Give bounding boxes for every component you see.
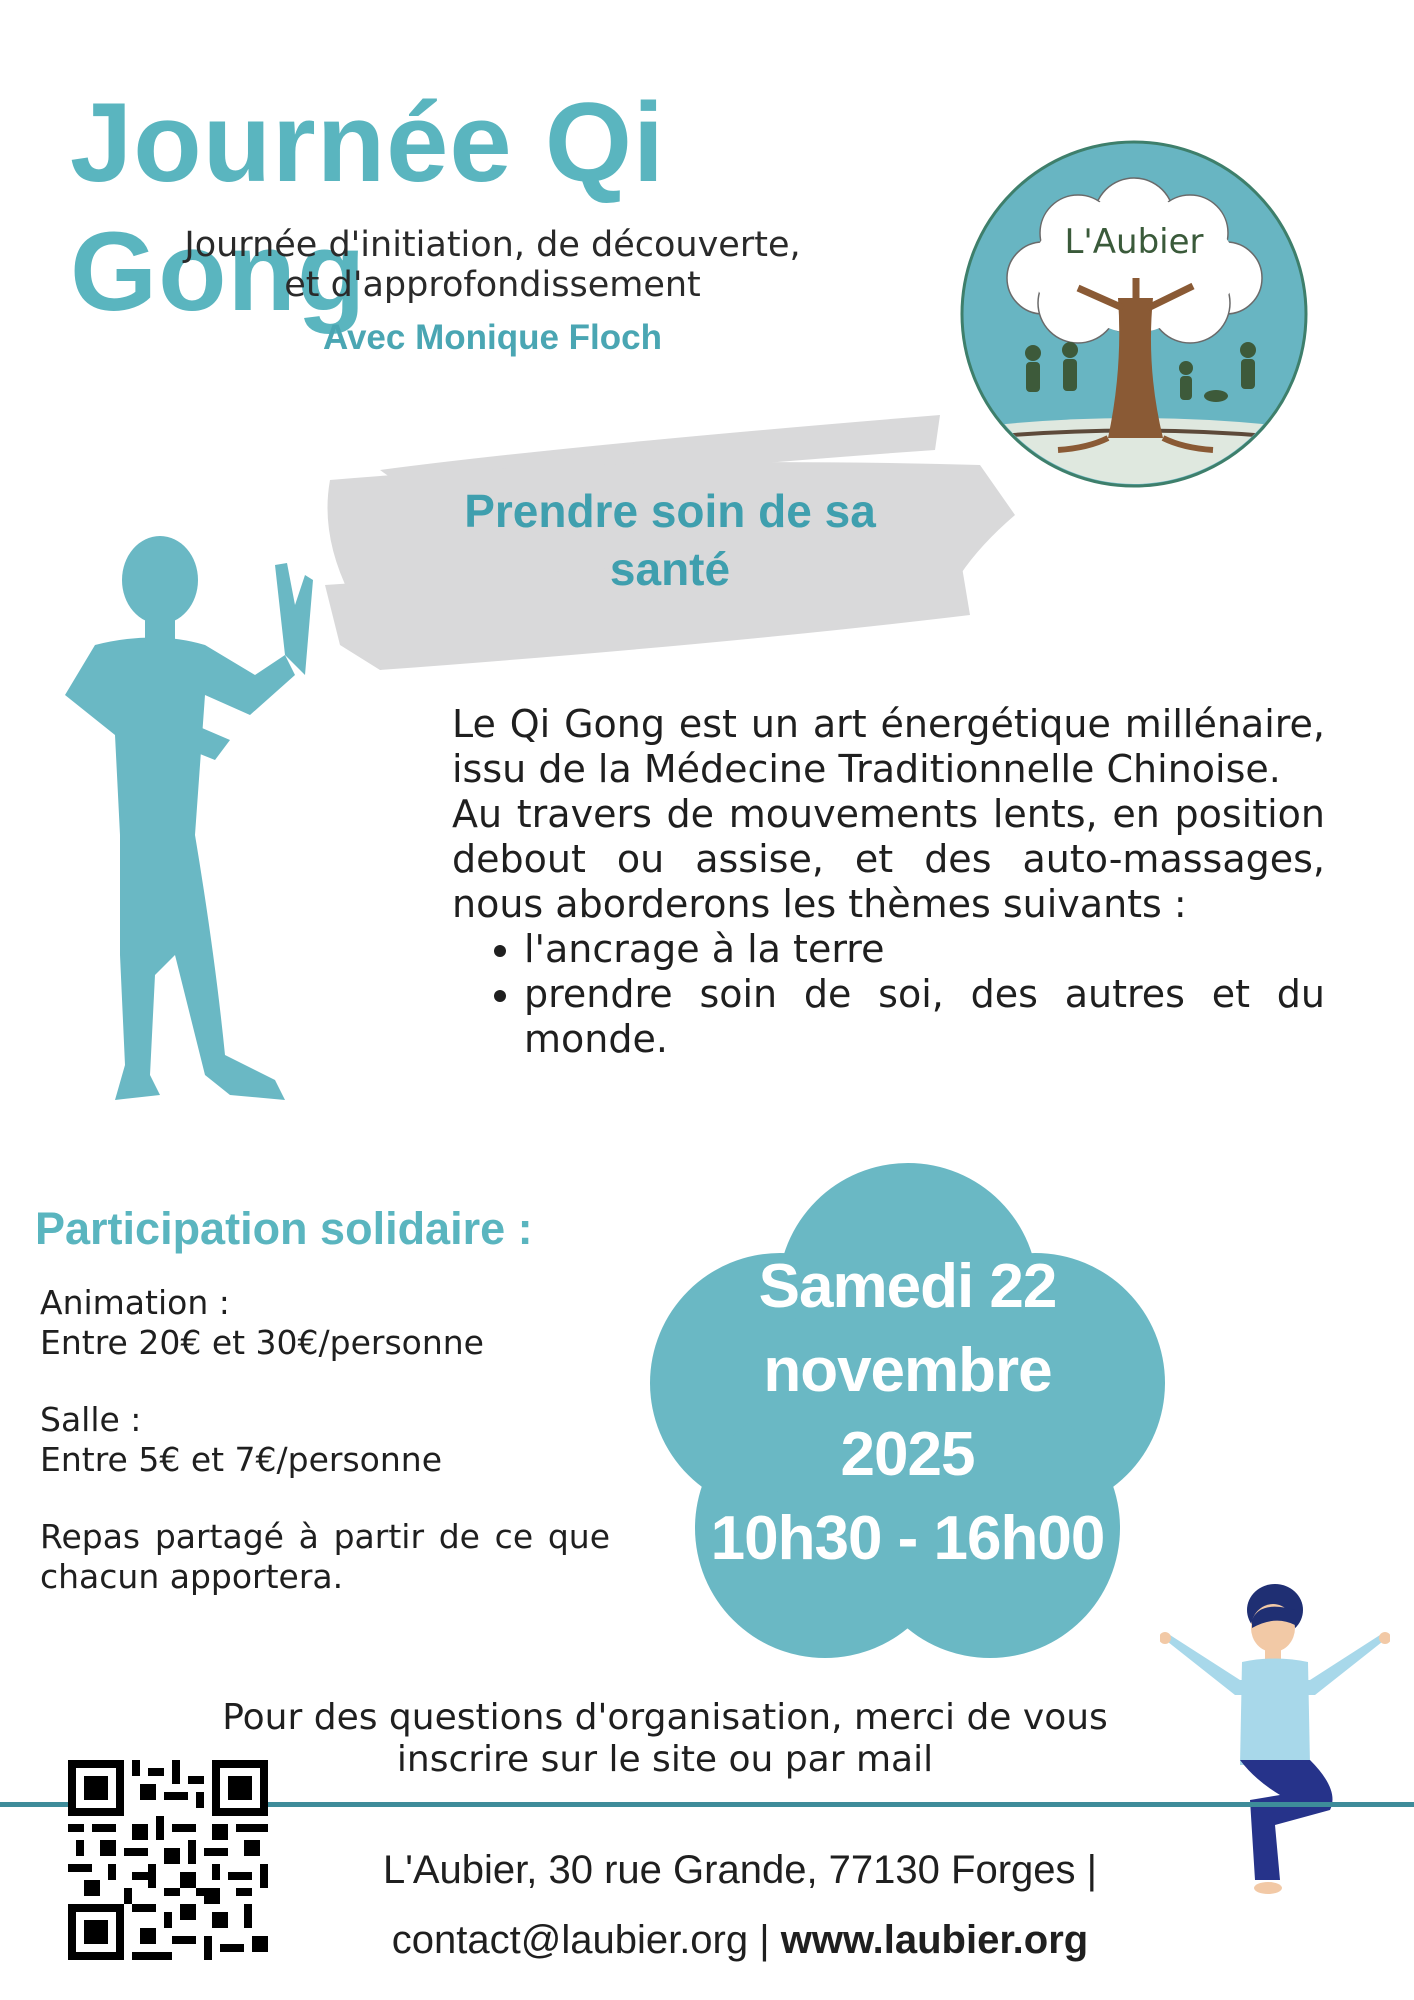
page-title: Journée Qi Gong bbox=[70, 80, 666, 334]
shared-meal-note: Repas partagé à partir de ce que chacun apportera. bbox=[40, 1517, 610, 1596]
email-link[interactable]: contact@laubier.org bbox=[391, 1918, 749, 1962]
footer-address: L'Aubier, 30 rue Grande, 77130 Forges | bbox=[382, 1848, 1098, 1892]
qigong-woman-illustration bbox=[1160, 1580, 1390, 1900]
description bbox=[452, 702, 1325, 1062]
animation-price: Entre 20€ et 30€/personne bbox=[40, 1323, 484, 1362]
list-item: • l'ancrage à la terre bbox=[524, 927, 1325, 972]
qr-code-icon[interactable] bbox=[68, 1760, 268, 1960]
subtitle bbox=[80, 225, 905, 305]
description-paragraph-1: Le Qi Gong est un art énergétique millénaire, issu de la Médecine Traditionnelle Chinoise. bbox=[452, 702, 1325, 791]
date-line-3: 2025 bbox=[840, 1420, 975, 1489]
topic-line-1: Prendre soin de sa bbox=[464, 485, 876, 537]
website-link[interactable]: www.laubier.org bbox=[780, 1918, 1089, 1962]
contact-note-line-1: Pour des questions d'organisation, merci de vous bbox=[222, 1697, 1108, 1738]
event-time: 10h30 - 16h00 bbox=[710, 1504, 1105, 1573]
list-item: • prendre soin de soi, des autres et du monde. bbox=[524, 972, 1325, 1062]
qigong-man-illustration bbox=[55, 535, 325, 1125]
contact-note-line-2: inscrire sur le site ou par mail bbox=[396, 1739, 934, 1780]
logo-label: L'Aubier bbox=[1064, 222, 1204, 262]
subtitle-line-2: et d'approfondissement bbox=[284, 265, 701, 305]
subtitle-line-1: Journée d'initiation, de découverte, bbox=[184, 225, 801, 265]
room-price-block bbox=[40, 1400, 610, 1480]
participation-heading: Participation solidaire : bbox=[35, 1203, 533, 1254]
contact-note bbox=[150, 1697, 1180, 1781]
footer-separator: | bbox=[759, 1918, 770, 1962]
topic-line-2: santé bbox=[609, 543, 731, 595]
animation-price-block bbox=[40, 1283, 610, 1363]
themes-list bbox=[452, 927, 1325, 1062]
animation-label: Animation : bbox=[40, 1283, 230, 1322]
event-date bbox=[655, 1245, 1160, 1581]
room-label: Salle : bbox=[40, 1400, 142, 1439]
footer-links bbox=[290, 1905, 1190, 1975]
footer-contact bbox=[290, 1835, 1190, 1975]
room-price: Entre 5€ et 7€/personne bbox=[40, 1440, 442, 1479]
instructor-name: Avec Monique Floch bbox=[322, 318, 662, 357]
date-line-2: novembre bbox=[763, 1336, 1052, 1405]
topic-heading bbox=[410, 482, 930, 598]
date-line-1: Samedi 22 bbox=[758, 1252, 1057, 1321]
description-paragraph-2: Au travers de mouvements lents, en position debout ou assise, et des auto-massages, nous aborderons les thèmes suivants : bbox=[452, 792, 1325, 926]
